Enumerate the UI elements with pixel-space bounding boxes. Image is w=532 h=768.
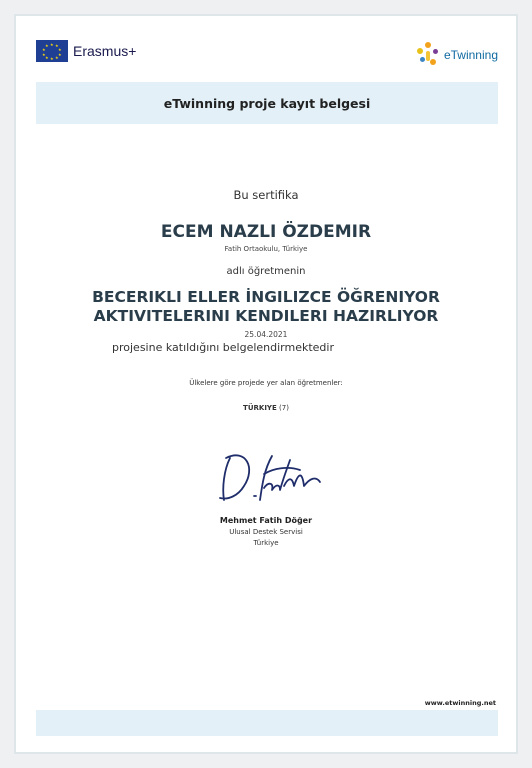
- intro-text: Bu sertifika: [233, 188, 299, 202]
- teacher-label: adlı öğretmenin: [226, 266, 306, 277]
- etwinning-logo-text: eTwinning: [443, 48, 498, 62]
- signer-name: Mehmet Fatih Döğer: [219, 516, 313, 525]
- project-title-line-1: BECERIKLI ELLER İNGILIZCE ÖĞRENIYOR: [92, 288, 440, 306]
- footer-bar: [36, 710, 498, 736]
- countries-label: Ülkelere göre projede yer alan öğretmenler:: [189, 379, 343, 387]
- title-banner: [36, 82, 498, 124]
- etwinning-logo: [415, 42, 498, 68]
- erasmus-logo-text: Erasmus+: [73, 43, 137, 59]
- signer-role: Ulusal Destek Servisi: [229, 528, 303, 536]
- handwritten-signature: [216, 446, 326, 508]
- eu-flag-icon: ★ ★ ★ ★ ★ ★ ★ ★ ★ ★: [36, 40, 68, 62]
- school-name: Fatih Ortaokulu, Türkiye: [224, 245, 308, 253]
- document-title: eTwinning proje kayıt belgesi: [163, 95, 371, 111]
- country-count: (7): [279, 404, 289, 412]
- project-title-line-2: AKTIVITELERINI KENDILERI HAZIRLIYOR: [93, 307, 439, 325]
- certificate-page: [14, 14, 518, 754]
- project-title: [16, 288, 516, 326]
- project-date: 25.04.2021: [244, 330, 288, 339]
- signer-country: Türkiye: [253, 539, 279, 547]
- country-entry: [16, 404, 516, 412]
- participation-text: projesine katıldığını belgelendirmektedir: [112, 341, 334, 354]
- country-name: TÜRKIYE: [243, 404, 277, 412]
- teacher-name: ECEM NAZLI ÖZDEMIR: [160, 222, 372, 242]
- erasmus-logo: [36, 40, 136, 62]
- etwinning-people-icon: [415, 42, 441, 68]
- website-link[interactable]: www.etwinning.net: [424, 699, 496, 707]
